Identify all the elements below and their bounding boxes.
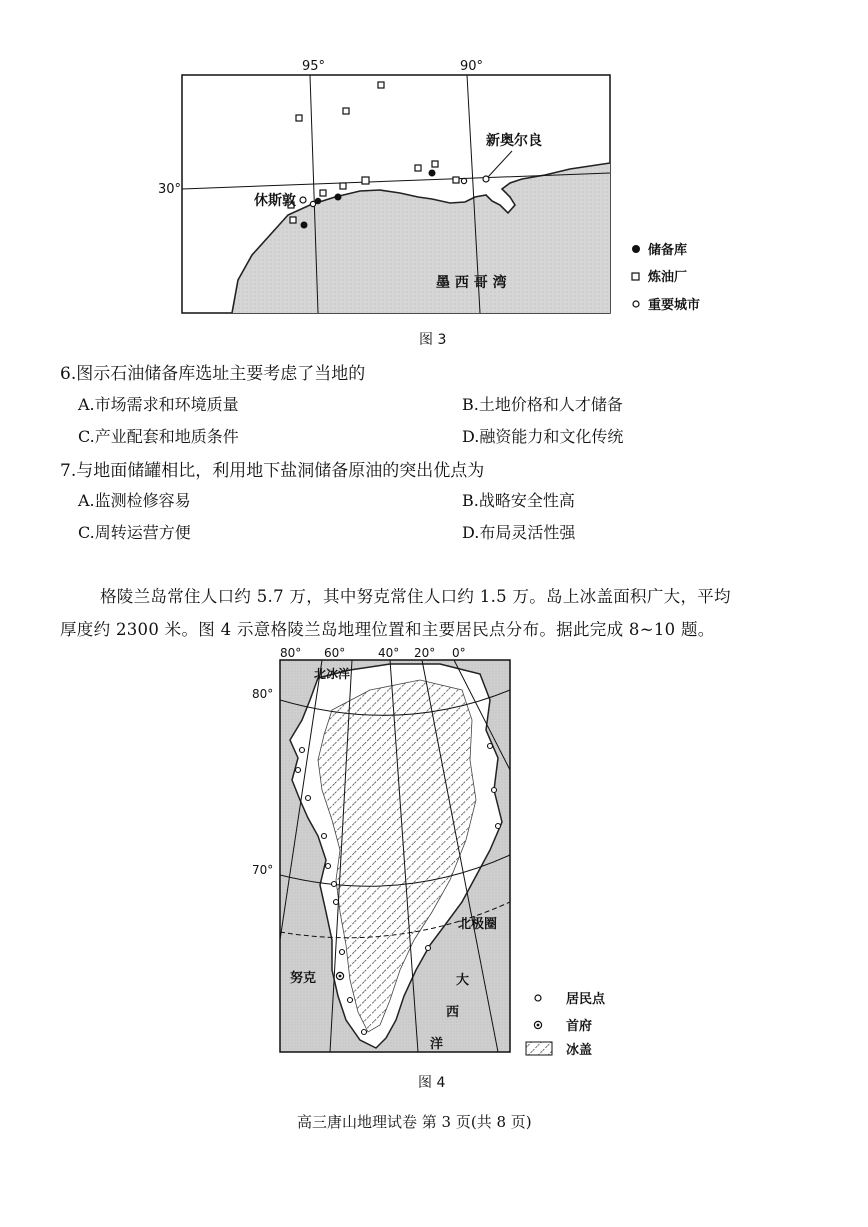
legend-settlement-symbol (535, 995, 541, 1001)
lon-label-0: 0° (452, 646, 466, 660)
lat-label-70: 70° (252, 863, 274, 877)
question-6-option-c: C.产业配套和地质条件 (78, 427, 239, 446)
legend-ice-symbol (526, 1042, 552, 1055)
settlement-marker (332, 882, 337, 887)
atlantic-label-2: 西 (446, 1005, 460, 1020)
figure-3-map (158, 55, 770, 330)
legend-city-symbol (633, 301, 639, 307)
question-6-option-b: B.土地价格和人才储备 (462, 395, 623, 414)
settlement-marker (322, 834, 327, 839)
legend-refinery-symbol (632, 273, 639, 280)
figure-4-map (240, 640, 640, 1070)
legend-ice-label: 冰盖 (566, 1043, 593, 1058)
legend-capital-symbol-center (537, 1024, 540, 1027)
question-7-option-a: A.监测检修容易 (78, 491, 191, 510)
question-7-option-c: C.周转运营方便 (78, 523, 191, 542)
city-marker (310, 201, 315, 206)
refinery-marker (343, 108, 349, 114)
legend-city-label: 重要城市 (648, 298, 701, 313)
legend-capital-label: 首府 (566, 1019, 593, 1034)
lat-label-80: 80° (252, 687, 274, 701)
settlement-marker (348, 998, 353, 1003)
legend-storage-label: 储备库 (648, 243, 688, 258)
settlement-marker (334, 900, 339, 905)
atlantic-label-3: 洋 (430, 1037, 444, 1052)
settlement-marker (492, 788, 497, 793)
settlement-marker (426, 946, 431, 951)
question-6-option-d: D.融资能力和文化传统 (462, 427, 624, 446)
question-7-stem: 7.与地面储罐相比，利用地下盐洞储备原油的突出优点为 (60, 461, 485, 481)
figure-4-caption: 图 4 (418, 1075, 446, 1091)
settlement-marker (300, 748, 305, 753)
question-6-option-a: A.市场需求和环境质量 (78, 395, 239, 414)
lon-label-60: 60° (324, 646, 346, 660)
settlement-marker (488, 744, 493, 749)
city-label-houston: 休斯敦 (254, 193, 296, 209)
arctic-ocean-label: 北冰洋 (314, 667, 351, 681)
legend-refinery-label: 炼油厂 (648, 270, 688, 285)
refinery-marker (290, 217, 296, 223)
question-6-stem: 6.图示石油储备库选址主要考虑了当地的 (60, 364, 366, 384)
storage-marker (429, 170, 436, 177)
refinery-marker (296, 115, 302, 121)
city-marker (461, 178, 466, 183)
refinery-marker (340, 183, 346, 189)
lat-label-30: 30° (158, 182, 182, 197)
lon-label-80: 80° (280, 646, 302, 660)
settlement-marker (306, 796, 311, 801)
storage-marker (335, 194, 342, 201)
city-marker-houston (300, 197, 306, 203)
legend-storage-symbol (632, 245, 640, 253)
passage-line-1: 格陵兰岛常住人口约 5.7 万，其中努克常住人口约 1.5 万。岛上冰盖面积广大，平均 (100, 587, 731, 606)
refinery-marker (320, 190, 326, 196)
city-label-new-orleans: 新奥尔良 (486, 133, 542, 149)
passage-line-2: 厚度约 2300 米。图 4 示意格陵兰岛地理位置和主要居民点分布。据此完成 8~10 题。 (60, 620, 715, 639)
storage-marker (301, 222, 308, 229)
lon-label-40: 40° (378, 646, 400, 660)
atlantic-label-1: 大 (456, 973, 470, 988)
question-7-option-d: D.布局灵活性强 (462, 523, 576, 542)
refinery-marker (453, 177, 459, 183)
page-footer: 高三唐山地理试卷 第 3 页(共 8 页) (297, 1113, 532, 1131)
question-7-option-b: B.战略安全性高 (462, 491, 575, 510)
capital-label: 努克 (290, 971, 317, 986)
settlement-marker (362, 1030, 367, 1035)
settlement-marker (296, 768, 301, 773)
legend-settlement-label: 居民点 (566, 992, 606, 1007)
refinery-marker (378, 82, 384, 88)
refinery-marker (362, 177, 369, 184)
lon-label-90: 90° (460, 59, 484, 74)
figure-3-caption: 图 3 (419, 332, 447, 348)
settlement-marker (340, 950, 345, 955)
refinery-marker (432, 161, 438, 167)
refinery-marker (415, 165, 421, 171)
settlement-marker (496, 824, 501, 829)
arctic-circle-label: 北极圈 (458, 917, 498, 932)
lon-label-95: 95° (302, 59, 326, 74)
settlement-marker (326, 864, 331, 869)
lon-label-20: 20° (414, 646, 436, 660)
capital-marker-nuuk-center (339, 975, 342, 978)
gulf-label: 墨 西 哥 湾 (436, 275, 507, 291)
